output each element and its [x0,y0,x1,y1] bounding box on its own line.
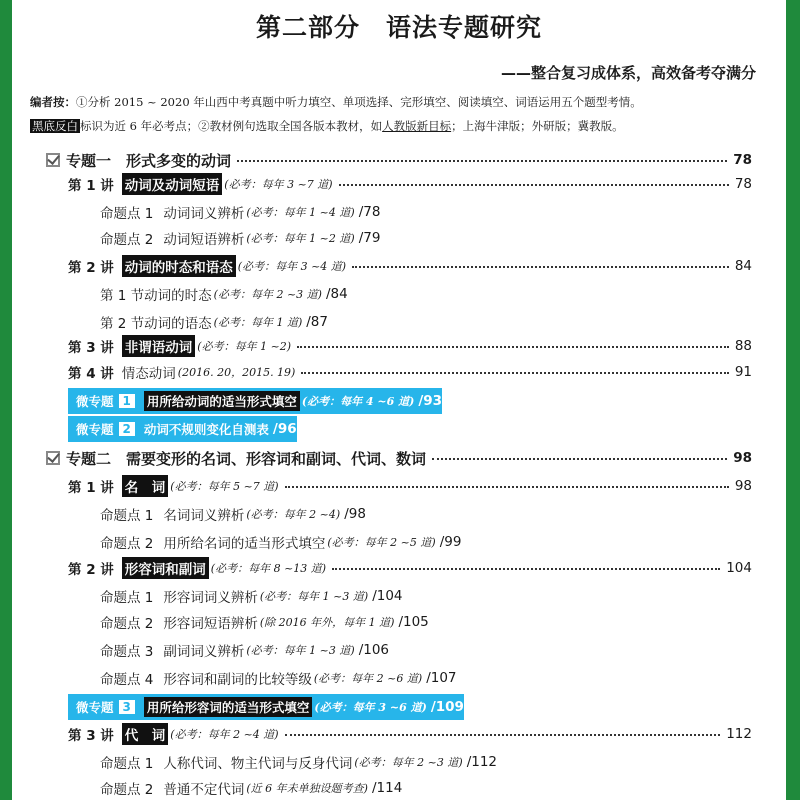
checkbox-icon [46,451,60,465]
entry-title: 代 词 [122,723,169,745]
toc-entry-body [122,255,346,277]
page-number: 88 [734,338,752,354]
editor-note-line-1 [30,94,770,110]
entry-title: 动词短语辨析 [163,232,245,248]
entry-title: 用所给动词的适当形式填空 [144,391,300,411]
micro-topic-tag: 微专题 [76,422,114,437]
entry-label: 命题点 1 [100,508,154,524]
toc-entry-body [122,173,333,195]
page-number: 112 [726,726,752,742]
editor-note-highlight: 黑底反白 [32,119,78,133]
entry-label: 第 3 讲 [68,728,114,744]
entry-label: 命题点 1 [100,206,154,222]
inline-page-ref: /93 [418,393,443,409]
exam-frequency-note: (必考：每年 2 ~6 道) [313,672,423,685]
inline-page-ref: /114 [371,780,403,796]
entry-title: 用所给名词的适当形式填空 [163,536,326,552]
exam-frequency-note: (必考：每年 1 ~3 道) [259,590,369,603]
inline-page-ref: /104 [372,588,403,604]
editor-note-text-2a: 标识为近 6 年必考点；②教材例句选取全国各版本教材，如 [80,119,383,133]
leader-dots [285,484,729,488]
exam-frequency-note: (除 2016 年外，每年 1 道) [259,616,395,629]
entry-title: 普通不定代词 [163,782,245,798]
inline-page-ref: /96 [272,421,297,437]
leader-dots [301,370,728,374]
entry-title: 动词的时态和语态 [122,255,236,277]
inline-page-ref: /87 [306,314,328,330]
toc-entry-body [122,362,296,382]
toc-point-row[interactable] [100,776,402,800]
micro-topic-badge [72,391,136,411]
toc-entry-body [122,557,326,579]
topic-title: 专题一 形式多变的动词 [66,151,232,170]
toc-point-row[interactable] [100,530,461,554]
exam-frequency-note: (必考：每年 1 ~2 道) [246,232,355,245]
editor-note-label: 编者按： [30,95,76,109]
micro-topic-badge [72,419,136,439]
page-number: 78 [733,152,752,168]
exam-frequency-note: (必考：每年 3 ~4 道) [237,260,347,273]
toc-micro-row[interactable] [68,388,442,414]
page-subtitle: ——整合复习成体系，高效备考夺满分 [500,64,756,82]
toc-entry-body [163,202,380,222]
inline-page-ref: /109 [430,699,464,715]
editor-note-text-1: ①分析 2015 ~ 2020 年山西中考真题中听力填空、单项选择、完形填空、阅读填空、词语运用五个题型考情。 [76,95,642,109]
leader-dots [432,456,727,460]
entry-label: 命题点 2 [100,616,154,632]
micro-topic-number: 1 [118,393,136,409]
toc-entry-body [72,419,297,439]
entry-label: 命题点 1 [100,756,154,772]
toc-entry-body [144,312,328,332]
micro-topic-badge [72,697,136,717]
entry-label: 第 4 讲 [68,366,114,382]
page-number: 104 [726,560,752,576]
editor-note-underlined: 人教版新目标 [382,119,452,133]
toc-point-row[interactable] [100,226,380,250]
entry-title: 形容词词义辨析 [163,590,258,606]
exam-frequency-note: (必考：每年 3 ~7 道) [224,178,333,191]
toc-topic-row[interactable] [46,148,752,172]
entry-title: 情态动词 [121,366,176,382]
entry-title: 副词词义辨析 [163,644,245,660]
exam-frequency-note: (必考：每年 1 ~2) [197,340,292,353]
entry-label: 命题点 1 [100,590,154,606]
toc-lecture-row[interactable] [68,722,752,746]
leader-dots [352,264,729,268]
entry-title: 动词的时态 [144,288,212,304]
leader-dots [339,182,729,186]
toc-micro-row[interactable] [68,416,297,442]
inline-page-ref: /105 [398,614,429,630]
editor-note-line-2 [30,118,770,134]
toc-section-row[interactable] [100,282,348,306]
exam-frequency-note: (必考：每年 1 ~4 道) [246,206,355,219]
entry-label: 第 2 讲 [68,562,114,578]
entry-label: 第 1 节 [100,288,145,304]
toc-entry-body [46,150,231,171]
toc-point-row[interactable] [100,584,403,608]
toc-entry-body [122,723,279,745]
toc-entry-body [144,284,348,304]
leader-dots [332,566,720,570]
exam-frequency-note: (必考：每年 2 ~4 道) [170,728,279,741]
toc-entry-body [163,532,461,552]
entry-title: 动词的语态 [144,316,212,332]
inline-page-ref: /84 [325,286,348,302]
entry-label: 命题点 3 [100,644,154,660]
inline-page-ref: /98 [344,506,366,522]
entry-label: 第 2 节 [100,316,145,332]
inline-page-ref: /112 [466,754,498,770]
document-page [12,0,786,800]
toc-lecture-row[interactable] [68,254,752,278]
micro-topic-number: 3 [118,699,136,715]
leader-dots [285,732,721,736]
toc-entry-body [163,504,366,524]
toc-entry-body [122,335,291,357]
entry-title: 动词及动词短语 [122,173,223,195]
entry-label: 命题点 2 [100,782,154,798]
exam-frequency-note: (必考：每年 2 ~5 道) [327,536,436,549]
entry-title: 动词不规则变化自测表 [143,422,269,437]
entry-title: 名词词义辨析 [163,508,245,524]
toc-point-row[interactable] [100,502,366,526]
inline-page-ref: /106 [358,642,390,658]
toc-entry-body [122,475,279,497]
exam-frequency-note: (必考：每年 8 ~13 道) [210,562,327,575]
entry-label: 第 1 讲 [68,178,114,194]
exam-frequency-note: (必考：每年 3 ~6 道) [314,701,427,714]
toc-entry-body [163,668,456,688]
exam-frequency-note: (必考：每年 1 道) [213,316,303,329]
exam-frequency-note: (必考：每年 2 ~3 道) [354,756,463,769]
entry-label: 第 3 讲 [68,340,114,356]
exam-frequency-note: (必考：每年 5 ~7 道) [170,480,279,493]
toc-point-row[interactable] [100,610,429,634]
toc-entry-body [72,391,442,411]
toc-point-row[interactable] [100,200,380,224]
entry-title: 用所给形容词的适当形式填空 [144,697,313,717]
entry-title: 非谓语动词 [122,335,196,357]
toc-section-row[interactable] [100,310,328,334]
entry-title: 形容词和副词的比较等级 [163,672,312,688]
entry-title: 形容词和副词 [122,557,209,579]
page-number: 98 [733,450,752,466]
toc-entry-body [163,586,402,606]
toc-entry-body [163,752,497,772]
exam-frequency-note: (必考：每年 2 ~4) [246,508,341,521]
leader-dots [297,344,729,348]
entry-title: 人称代词、物主代词与反身代词 [163,756,353,772]
editor-note-text-2b: ；上海牛津版；外研版；冀教版。 [451,119,624,133]
toc-lecture-row[interactable] [68,360,752,384]
entry-title: 名 词 [122,475,169,497]
toc-entry-body [163,228,380,248]
toc-entry-body [46,448,426,469]
checkbox-icon [46,153,60,167]
entry-label: 第 1 讲 [68,480,114,496]
page-number: 91 [734,364,752,380]
toc-point-row[interactable] [100,666,457,690]
inline-page-ref: /99 [439,534,462,550]
page-number: 84 [734,258,752,274]
micro-topic-tag: 微专题 [76,700,114,715]
micro-topic-tag: 微专题 [76,394,114,409]
toc-point-row[interactable] [100,750,497,774]
exam-frequency-note: (必考：每年 1 ~3 道) [246,644,355,657]
toc-lecture-row[interactable] [68,556,752,580]
micro-topic-number: 2 [118,421,136,437]
page-number: 98 [734,478,752,494]
inline-page-ref: /79 [358,230,381,246]
entry-label: 命题点 4 [100,672,154,688]
exam-frequency-note: (必考：每年 4 ~6 道) [301,395,415,408]
toc-entry-body [163,640,389,660]
entry-label: 命题点 2 [100,232,154,248]
page-title: 第二部分 语法专题研究 [255,13,542,42]
toc-lecture-row[interactable] [68,474,752,498]
toc-lecture-row[interactable] [68,334,752,358]
toc-entry-body [72,697,464,717]
toc-micro-row[interactable] [68,694,464,720]
leader-dots [237,158,727,162]
exam-frequency-note: (必考：每年 2 ~3 道) [213,288,322,301]
entry-title: 动词词义辨析 [163,206,245,222]
topic-title: 专题二 需要变形的名词、形容词和副词、代词、数词 [66,449,427,468]
toc-point-row[interactable] [100,638,389,662]
entry-label: 命题点 2 [100,536,154,552]
toc-entry-body [163,612,428,632]
toc-entry-body [163,778,402,798]
inline-page-ref: /107 [426,670,457,686]
toc-topic-row[interactable] [46,446,752,470]
page-number: 78 [734,176,752,192]
exam-frequency-note: (2016. 20，2015. 19) [177,366,296,379]
inline-page-ref: /78 [358,204,381,220]
exam-frequency-note: (近 6 年未单独设题考查) [246,782,368,795]
toc-lecture-row[interactable] [68,172,752,196]
entry-label: 第 2 讲 [68,260,114,276]
entry-title: 形容词短语辨析 [163,616,258,632]
